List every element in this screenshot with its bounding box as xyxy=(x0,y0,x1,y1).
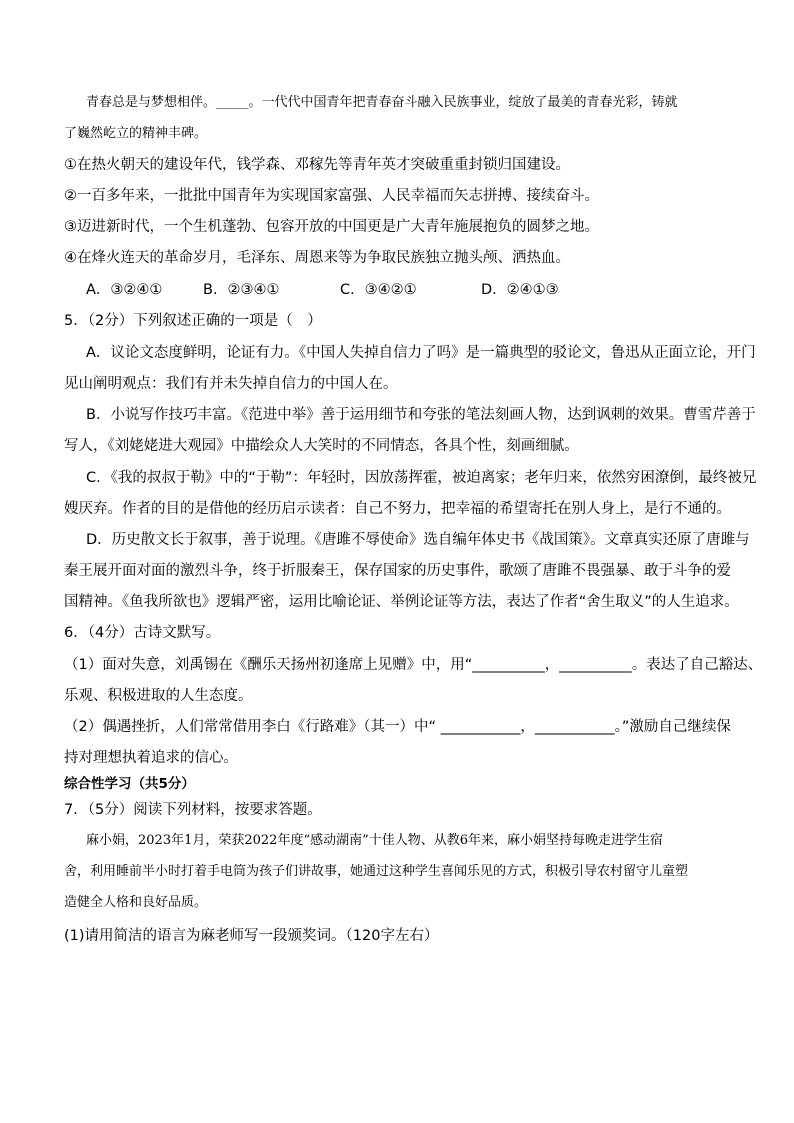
q5-option-a-line-1: A．议论文态度鲜明，论证有力。《中国人失掉自信力了吗》是一篇典型的驳论文，鲁迅从正面立论，开门 xyxy=(86,345,756,361)
q5-option-a-line-2: 见山阐明观点：我们有并未失掉自信力的中国人在。 xyxy=(64,376,398,392)
q6-part2-line-1: （2）偶遇挫折，人们常常借用李白《行路难》（其一）中“ ___________，___________。”激励自己继续保 xyxy=(64,719,731,735)
q7-task: (1)请用简洁的语言为麻老师写一段颁奖词。（120字左右） xyxy=(64,928,439,944)
q5-option-d-line-1: D．历史散文长于叙事，善于说理。《唐雎不辱使命》选自编年体史书《战国策》。文章真实还原了唐雎与 xyxy=(86,532,750,548)
q4-options xyxy=(86,280,559,300)
q7-passage-line-1: 麻小娟，2023年1月，荣获2022年度“感动湖南”十佳人物、从教6年来，麻小娟坚持每晚走进学生宿 xyxy=(86,833,664,848)
q5-option-c-line-1: C．《我的叔叔于勒》中的“于勒”：年轻时，因放荡挥霍，被迫离家；老年归来，依然穷困潦倒，最终被兄 xyxy=(86,470,757,486)
q5-option-d-line-3: 国精神。《鱼我所欲也》逻辑严密，运用比喻论证、举例论证等方法，表达了作者“舍生取义”的人生追求。 xyxy=(64,594,739,610)
q4-sentence-1: ①在热火朝天的建设年代，钱学森、邓稼先等青年英才突破重重封锁归国建设。 xyxy=(64,157,570,173)
q5-option-b-line-2: 写人，《刘姥姥进大观园》中描绘众人大笑时的不同情态，各具个性，刻画细腻。 xyxy=(64,438,579,454)
q5-option-c-line-2: 嫂厌弃。作者的目的是借他的经历启示读者：自己不努力，把幸福的希望寄托在别人身上，是行不通的。 xyxy=(64,501,731,517)
q6-part2-line-2: 持对理想执着追求的信心。 xyxy=(64,750,238,766)
q4-sentence-4: ④在烽火连天的革命岁月，毛泽东、周恩来等为争取民族独立抛头颅、洒热血。 xyxy=(64,250,570,266)
q5-stem: 5．（2分）下列叙述正确的一项是（ ） xyxy=(64,313,322,329)
q7-stem: 7．（5分）阅读下列材料，按要求答题。 xyxy=(64,802,322,818)
q4-passage-line-2: 了巍然屹立的精神丰碑。 xyxy=(64,126,208,141)
q4-passage-line-1: 青春总是与梦想相伴。_____。一代代中国青年把青春奋斗融入民族事业，绽放了最美的青春光彩，铸就 xyxy=(86,95,678,110)
q4-option-d: D．②④①③ xyxy=(481,282,559,298)
q7-passage-line-3: 造健全人格和良好品质。 xyxy=(64,895,208,910)
q7-passage-line-2: 舍，利用睡前半小时打着手电筒为孩子们讲故事，她通过这种学生喜闻乐见的方式，积极引导农村留守儿童塑 xyxy=(64,864,689,879)
q5-option-b-line-1: B．小说写作技巧丰富。《范进中举》善于运用细节和夸张的笔法刻画人物，达到讽刺的效果。曹雪芹善于 xyxy=(86,407,756,423)
q4-sentence-3: ③迈进新时代，一个生机蓬勃、包容开放的中国更是广大青年施展抱负的圆梦之地。 xyxy=(64,219,599,235)
q6-stem: 6．（4分）古诗文默写。 xyxy=(64,625,221,641)
section-heading: 综合性学习（共5分） xyxy=(64,776,195,792)
q5-option-d-line-2: 秦王展开面对面的激烈斗争，终于折服秦王，保存国家的历史事件，歌颂了唐雎不畏强暴、敢于斗争的爱 xyxy=(64,563,731,579)
q6-part1-line-2: 乐观、积极进取的人生态度。 xyxy=(64,688,253,704)
q6-part1-line-1: （1）面对失意，刘禹锡在《酬乐天扬州初逢席上见赠》中，用“__________，__________。表达了自己豁达、 xyxy=(64,657,763,673)
q4-option-a: A．③②④① xyxy=(86,282,163,298)
q4-sentence-2: ②一百多年来，一批批中国青年为实现国家富强、人民幸福而矢志拼搏、接续奋斗。 xyxy=(64,188,599,204)
q4-option-b: B．②③④① xyxy=(203,282,280,298)
q4-option-c: C．③④②① xyxy=(340,282,417,298)
